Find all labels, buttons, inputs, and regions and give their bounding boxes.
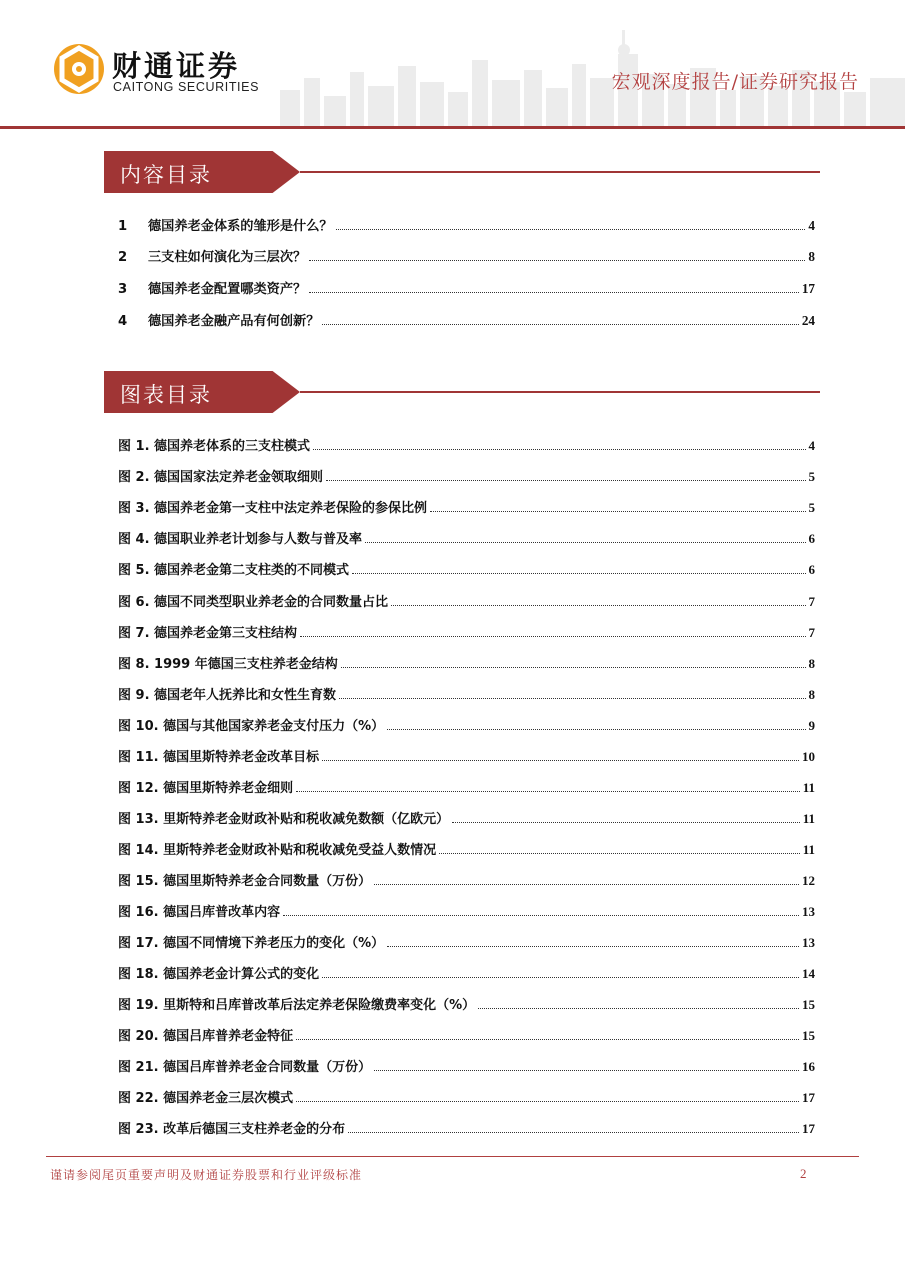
toc-entry-title: 三支柱如何演化为三层次？: [148, 250, 307, 265]
figure-entry[interactable]: [118, 1055, 815, 1075]
toc-entry-page: 8: [808, 249, 815, 264]
figure-entry-page: 6: [808, 562, 815, 577]
report-type: 宏观深度报告/证券研究报告: [611, 71, 859, 93]
footer-disclaimer: 谨请参阅尾页重要声明及财通证券股票和行业评级标准: [50, 1168, 363, 1182]
dot-leader: [341, 667, 806, 668]
figure-entry[interactable]: [118, 745, 815, 765]
dot-leader: [391, 605, 805, 606]
figure-entry-title: 图 21. 德国吕库普养老金合同数量（万份）: [118, 1060, 372, 1075]
figure-entry-title: 图 23. 改革后德国三支柱养老金的分布: [118, 1122, 346, 1137]
figure-entry[interactable]: [118, 993, 815, 1013]
figure-entry-title: 图 8. 1999 年德国三支柱养老金结构: [118, 657, 338, 672]
figure-entry-page: 13: [802, 935, 815, 950]
figure-entry-page: 15: [802, 1028, 815, 1043]
figure-entry-title: 图 14. 里斯特养老金财政补贴和税收减免受益人数情况: [118, 843, 437, 858]
figure-entry-title: 图 5. 德国养老金第二支柱类的不同模式: [118, 563, 350, 578]
dot-leader: [326, 480, 805, 481]
dot-leader: [309, 292, 799, 293]
figure-entry-page: 11: [802, 780, 815, 795]
dot-leader: [296, 791, 800, 792]
page-number: 2: [800, 1166, 807, 1181]
figure-entry-title: 图 1. 德国养老体系的三支柱模式: [118, 439, 311, 454]
figure-entry-title: 图 11. 德国里斯特养老金改革目标: [118, 750, 320, 765]
page-header: [0, 0, 905, 130]
figure-entry[interactable]: [118, 776, 815, 796]
toc-entry-page: 17: [801, 281, 815, 296]
figure-entry-title: 图 16. 德国吕库普改革内容: [118, 905, 281, 920]
figure-entry[interactable]: [118, 869, 815, 889]
logo-text-en: CAITONG SECURITIES: [113, 80, 260, 94]
figure-entry-page: 5: [808, 469, 815, 484]
logo-text-cn: 财通证券: [112, 49, 241, 83]
figure-entry-title: 图 17. 德国不同情境下养老压力的变化（%）: [118, 936, 385, 951]
figure-entry[interactable]: [118, 590, 815, 610]
dot-leader: [348, 1132, 799, 1133]
dot-leader: [387, 729, 805, 730]
toc-entry[interactable]: [118, 214, 815, 234]
dot-leader: [336, 229, 806, 230]
figure-entry-page: 16: [802, 1059, 815, 1074]
figure-entry-page: 4: [808, 438, 815, 453]
figure-entry-title: 图 9. 德国老年人抚养比和女性生育数: [118, 688, 337, 703]
figure-entry-page: 17: [802, 1121, 815, 1136]
figure-entry[interactable]: [118, 465, 815, 485]
figure-entry-title: 图 12. 德国里斯特养老金细则: [118, 781, 294, 796]
footer-divider: [46, 1156, 859, 1157]
contents-banner: [104, 151, 820, 193]
figure-entry[interactable]: [118, 807, 815, 827]
toc-entry[interactable]: [118, 245, 815, 265]
figure-entry[interactable]: [118, 838, 815, 858]
figure-entry-page: 10: [802, 749, 815, 764]
toc-entry[interactable]: [118, 309, 815, 329]
header-divider: [0, 126, 905, 129]
figure-entry-page: 17: [802, 1090, 815, 1105]
dot-leader: [374, 1070, 799, 1071]
figure-entry[interactable]: [118, 496, 815, 516]
figures-banner: [104, 371, 820, 413]
figure-entry-title: 图 10. 德国与其他国家养老金支付压力（%）: [118, 719, 385, 734]
dot-leader: [300, 636, 805, 637]
dot-leader: [374, 884, 799, 885]
figure-entry-title: 图 13. 里斯特养老金财政补贴和税收减免数额（亿欧元）: [118, 812, 450, 827]
figure-entry[interactable]: [118, 1024, 815, 1044]
toc-entry-number: 1: [118, 219, 128, 234]
figure-entry-title: 图 4. 德国职业养老计划参与人数与普及率: [118, 532, 363, 547]
dot-leader: [322, 977, 799, 978]
figure-entry-page: 11: [802, 811, 815, 826]
toc-entry-title: 德国养老金体系的雏形是什么？: [148, 219, 333, 234]
toc-entry-page: 4: [808, 218, 815, 233]
toc-entry-number: 2: [118, 250, 128, 265]
figure-entry[interactable]: [118, 931, 815, 951]
toc-entry-number: 3: [118, 282, 128, 297]
figure-entry-page: 5: [808, 500, 815, 515]
toc-entry-title: 德国养老金配置哪类资产？: [148, 282, 307, 297]
figures-heading: 图表目录: [120, 383, 212, 407]
dot-leader: [296, 1039, 799, 1040]
dot-leader: [387, 946, 799, 947]
dot-leader: [313, 449, 805, 450]
figure-entry-title: 图 22. 德国养老金三层次模式: [118, 1091, 294, 1106]
figure-entry-title: 图 2. 德国国家法定养老金领取细则: [118, 470, 324, 485]
figure-entry-title: 图 19. 里斯特和吕库普改革后法定养老保险缴费率变化（%）: [118, 998, 476, 1013]
figure-entry-page: 8: [808, 656, 815, 671]
toc-entry[interactable]: [118, 277, 815, 297]
toc-entry-page: 24: [801, 313, 815, 328]
figure-entry-title: 图 7. 德国养老金第三支柱结构: [118, 626, 298, 641]
figure-entry-page: 14: [802, 966, 815, 981]
figure-entry-page: 13: [802, 904, 815, 919]
figure-entry[interactable]: [118, 962, 815, 982]
figures-banner-line: [300, 391, 820, 393]
figure-entry-title: 图 15. 德国里斯特养老金合同数量（万份）: [118, 874, 372, 889]
dot-leader: [309, 260, 805, 261]
figure-entry[interactable]: [118, 683, 815, 703]
figure-entry[interactable]: [118, 527, 815, 547]
dot-leader: [322, 324, 798, 325]
dot-leader: [439, 853, 800, 854]
figure-entry-page: 7: [808, 625, 815, 640]
dot-leader: [430, 511, 805, 512]
figure-entry[interactable]: [118, 900, 815, 920]
figure-entry[interactable]: [118, 652, 815, 672]
figure-entry[interactable]: [118, 1117, 815, 1137]
figure-entry-title: 图 18. 德国养老金计算公式的变化: [118, 967, 320, 982]
toc-entry-number: 4: [118, 314, 128, 329]
toc-entry-title: 德国养老金融产品有何创新？: [148, 314, 320, 329]
contents-heading: 内容目录: [120, 163, 212, 187]
figure-entry-title: 图 3. 德国养老金第一支柱中法定养老保险的参保比例: [118, 501, 428, 516]
dot-leader: [322, 760, 799, 761]
dot-leader: [283, 915, 799, 916]
figure-entry-page: 12: [802, 873, 815, 888]
figure-entry-page: 11: [802, 842, 815, 857]
dot-leader: [452, 822, 800, 823]
figure-entry-page: 7: [808, 594, 815, 609]
figure-entry-page: 8: [808, 687, 815, 702]
figure-entry-title: 图 6. 德国不同类型职业养老金的合同数量占比: [118, 595, 389, 610]
figure-entry[interactable]: [118, 558, 815, 578]
figure-entry-page: 6: [808, 531, 815, 546]
contents-banner-line: [300, 171, 820, 173]
figure-entry-page: 9: [808, 718, 815, 733]
figure-entry[interactable]: [118, 1086, 815, 1106]
caitong-logo-icon: [52, 42, 106, 96]
figure-entry-page: 15: [802, 997, 815, 1012]
dot-leader: [352, 573, 805, 574]
dot-leader: [365, 542, 805, 543]
dot-leader: [478, 1008, 799, 1009]
figure-entry-title: 图 20. 德国吕库普养老金特征: [118, 1029, 294, 1044]
dot-leader: [296, 1101, 799, 1102]
figure-entry[interactable]: [118, 434, 815, 454]
dot-leader: [339, 698, 805, 699]
figure-entry[interactable]: [118, 621, 815, 641]
figure-entry[interactable]: [118, 714, 815, 734]
